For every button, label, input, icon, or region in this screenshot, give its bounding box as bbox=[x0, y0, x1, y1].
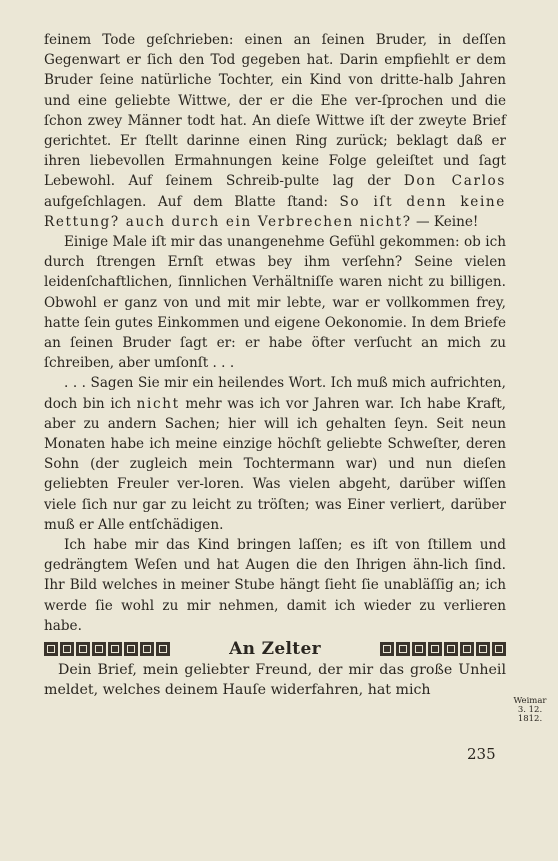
ornament-icon bbox=[476, 642, 490, 656]
paragraph-3-continuation: mehr was ich vor Jahren war. Ich habe Kraft, aber zu andern Sachen; hier will ich gehalten ſeyn. Seit neun Monaten habe ich meine einzige höchſt geliebte Schweſter, deren Sohn (der zugleich mein Tochtermann war) und nun dieſen geliebten Freuler ver-loren. Was vielen abgeht, darüber wiſſen viele ſich nur gar zu leicht zu tröſten; was Einer verliert, darüber muß er Alle entſchädigen. bbox=[44, 395, 506, 533]
paragraph-2: Einige Male iſt mir das unangenehme Gefühl gekommen: ob ich durch ſtrengen Ernſt etwas bey ihm verſehn? Seine vielen leidenſchaftlichen, ſinnlichen Verhältniſſe waren nicht zu billigen. Obwohl er ganz von und mit mir lebte, war er vollkommen frey, hatte ſein gutes Einkommen und eigene Oekonomie. In dem Briefe an ſeinen Bruder ſagt er: er habe öfter verſucht an mich zu ſchreiben, aber umſonſt . . . bbox=[44, 234, 506, 372]
ornament-icon bbox=[380, 642, 394, 656]
ornament-icon bbox=[44, 642, 58, 656]
paragraph-1 bbox=[44, 30, 506, 232]
ornament-right bbox=[380, 642, 506, 656]
ornament-icon bbox=[60, 642, 74, 656]
paragraph-4: Ich habe mir das Kind bringen laſſen; es iſt von ſtillem und gedrängtem Weſen und hat Augen die den Ihrigen ähn-lich ſind. Ihr Bild welches in meiner Stube hängt ſieht ſie unabläſſig an; ich werde ſie wohl zu mir nehmen, damit ich wieder zu verlieren habe. bbox=[44, 537, 506, 634]
paragraph-3-text: . . . Sagen Sie mir ein heilendes Wort. Ich muß mich aufrichten, doch bin ich bbox=[44, 375, 506, 412]
ornament-icon bbox=[108, 642, 122, 656]
margin-note-year: 1812. bbox=[517, 714, 543, 724]
ornament-icon bbox=[492, 642, 506, 656]
paragraph-1-end: — Keine! bbox=[411, 213, 479, 230]
margin-note bbox=[510, 697, 550, 724]
ornament-icon bbox=[428, 642, 442, 656]
paragraph-3 bbox=[44, 373, 506, 535]
ornament-left bbox=[44, 642, 170, 656]
ornament-icon bbox=[124, 642, 138, 656]
section-heading: An Zelter bbox=[229, 638, 321, 659]
quoted-sentence: So iſt denn keine Rettung? auch durch ein Verbrechen nicht? bbox=[44, 193, 506, 230]
don-carlos-title: Don Carlos bbox=[403, 173, 506, 190]
margin-note-date: 3. 12. bbox=[517, 705, 543, 715]
ornament-icon bbox=[92, 642, 106, 656]
paragraph-1-continuation: aufgeſchlagen. Auf dem Blatte ſtand: bbox=[44, 193, 340, 210]
letter-opening: Dein Brief, mein geliebter Freund, der mir das große Unheil meldet, welches deinem Hauſe widerfahren, hat mich bbox=[44, 662, 506, 699]
ornament-icon bbox=[156, 642, 170, 656]
page-text bbox=[44, 30, 506, 700]
section-heading-row bbox=[44, 638, 506, 660]
ornament-icon bbox=[140, 642, 154, 656]
ornament-icon bbox=[396, 642, 410, 656]
paragraph-1-text: feinem Tode geſchrieben: einen an ſeinen Bruder, in deſſen Gegenwart er ſich den Tod gegeben hat. Darin empfiehlt er dem Bruder ſeine natürliche Tochter, ein Kind von dritte-halb Jahren und eine geliebte Wittwe, der er die Ehe ver-ſprochen und die ſchon zwey Männer todt hat. An dieſe Wittwe iſt der zweyte Brief gerichtet. Er ſtellt darinne einen Ring zurück; beklagt daß er ihren liebevollen Ermahnungen keine Folge geleiſtet und ſagt Lebewohl. Auf ſeinem Schreib-pulte lag der bbox=[44, 32, 506, 190]
margin-note-place: Weimar bbox=[513, 696, 547, 706]
ornament-icon bbox=[444, 642, 458, 656]
ornament-icon bbox=[460, 642, 474, 656]
emphasized-word: nicht bbox=[136, 395, 180, 412]
page-number: 235 bbox=[467, 745, 496, 763]
ornament-icon bbox=[412, 642, 426, 656]
ornament-icon bbox=[76, 642, 90, 656]
